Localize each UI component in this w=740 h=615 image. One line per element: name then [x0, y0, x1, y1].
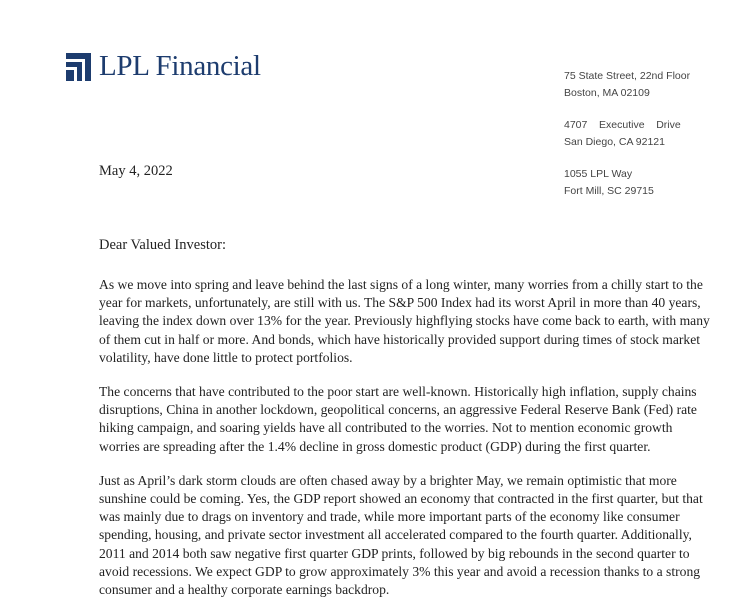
- letter-body: [99, 276, 711, 615]
- address-line: Fort Mill, SC 29715: [564, 185, 654, 197]
- paragraph: Just as April’s dark storm clouds are often chased away by a brighter May, we remain optimistic that more sunshine could be coming. Yes, the GDP report showed an economy that contracted in the first quarter, but that was mainly due to drags on inventory and trade, while more important parts of the economy like consumer spending, housing, and private sector investment all accelerated compared to the fourth quarter. Additionally, 2011 and 2014 both saw negative first quarter GDP prints, followed by big rebounds in the second quarter to avoid recessions. We expect GDP to grow approximately 3% this year and avoid a recession thanks to a strong consumer and a healthy corporate earnings backdrop.: [99, 472, 703, 598]
- paragraph: As we move into spring and leave behind the last signs of a long winter, many worries from a chilly start to the year for markets, unfortunately, are still with us. The S&P 500 Index had its worst April in more than 40 years, leaving the index down over 13% for the year. Previously highflying stocks have come back to earth, with many of them cut in half or more. And bonds, which have historically provided support during times of stock market volatility, have done little to protect portfolios.: [99, 277, 710, 365]
- lpl-logo: [66, 52, 261, 81]
- address-san-diego: [564, 117, 690, 151]
- letter-date: May 4, 2022: [99, 163, 173, 179]
- office-addresses: [564, 68, 690, 215]
- address-line: Boston, MA 02109: [564, 87, 650, 99]
- address-line: 75 State Street, 22nd Floor: [564, 70, 691, 82]
- paragraph: The concerns that have contributed to the poor start are well-known. Historically high inflation, supply chains disruptions, China in another lockdown, geopolitical concerns, an aggressive Federal Reserve Bank (Fed) rate hiking campaign, and soaring yields have all contributed to the worries. Not to mention economic growth worries are spreading after the 1.4% decline in gross domestic product (GDP) during the first quarter.: [99, 384, 697, 454]
- address-line: San Diego, CA 92121: [564, 136, 665, 148]
- lpl-logo-icon: [66, 53, 91, 81]
- address-line: 4707 Executive Drive: [564, 119, 681, 131]
- salutation: Dear Valued Investor:: [99, 237, 226, 253]
- logo-text: LPL Financial: [99, 50, 261, 82]
- address-fort-mill: [564, 166, 690, 200]
- address-boston: [564, 68, 690, 102]
- address-line: 1055 LPL Way: [564, 168, 633, 180]
